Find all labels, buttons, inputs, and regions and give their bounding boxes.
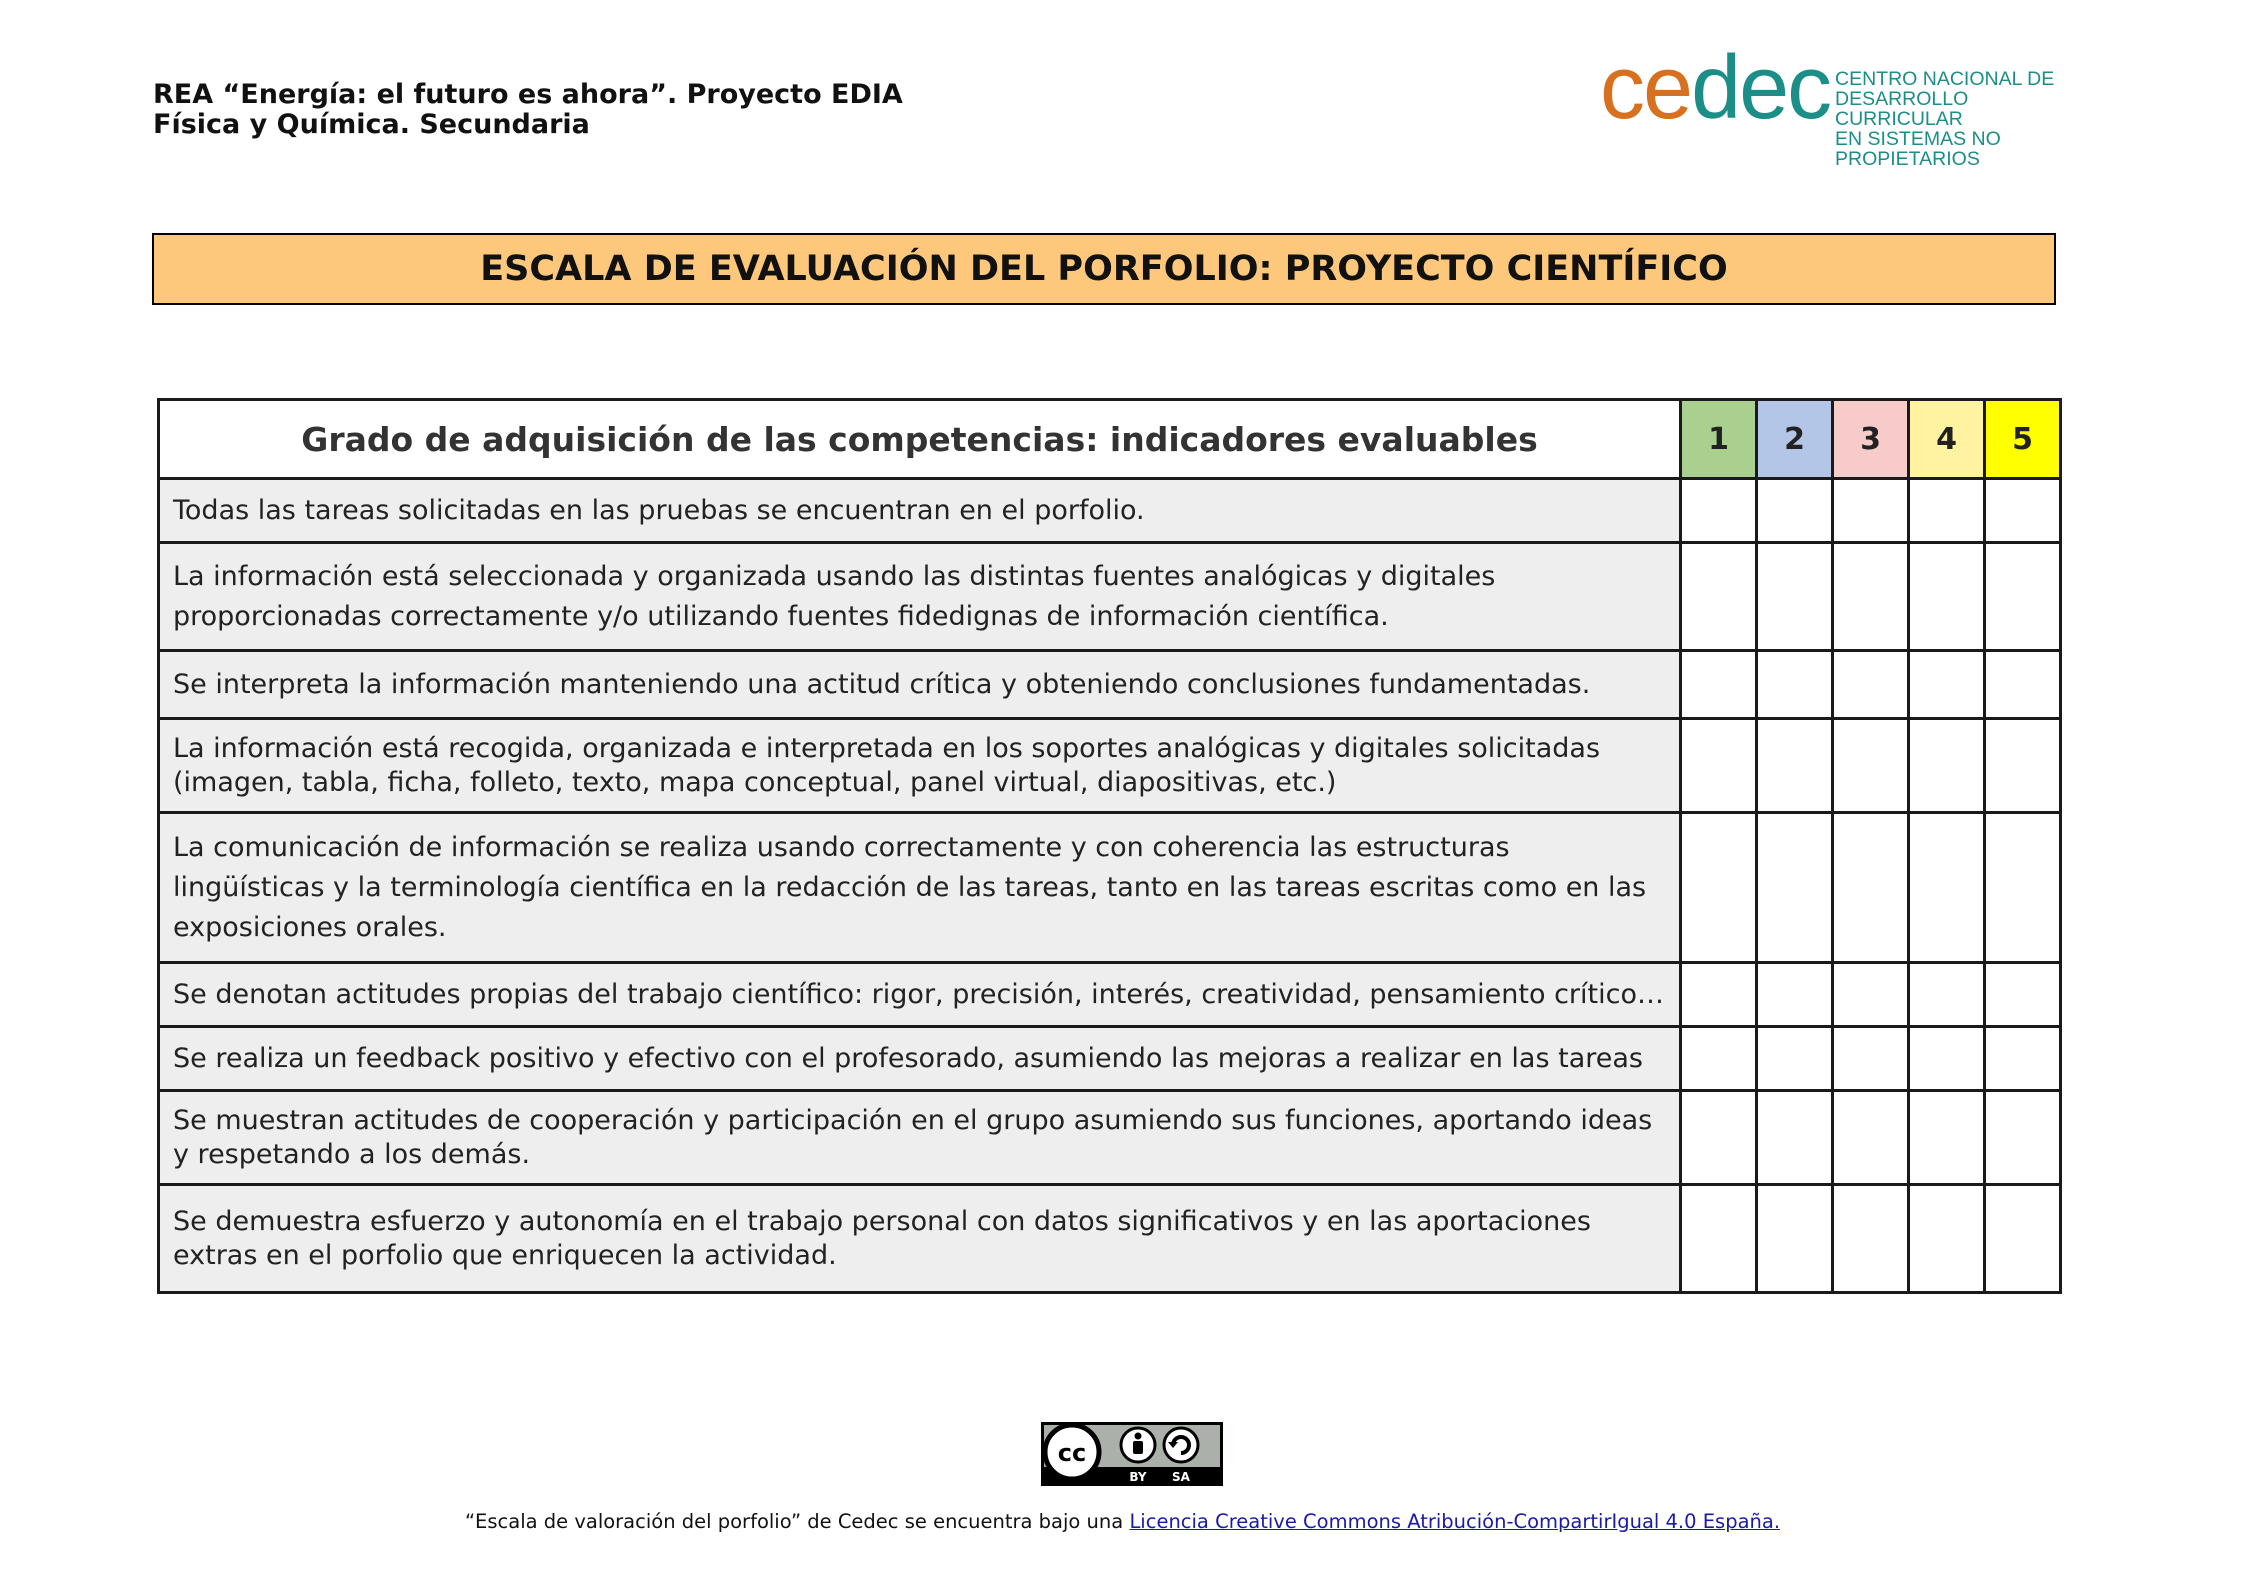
header-line-subject: Física y Química. Secundaria bbox=[153, 109, 590, 140]
score-cell-1[interactable] bbox=[1681, 651, 1757, 719]
score-header-2: 2 bbox=[1757, 400, 1833, 479]
score-cell-2[interactable] bbox=[1757, 543, 1833, 651]
score-cell-1[interactable] bbox=[1681, 543, 1757, 651]
score-cell-1[interactable] bbox=[1681, 813, 1757, 963]
score-cell-1[interactable] bbox=[1681, 1185, 1757, 1293]
table-row bbox=[159, 719, 2061, 813]
score-cell-4[interactable] bbox=[1909, 479, 1985, 543]
score-cell-5[interactable] bbox=[1985, 813, 2061, 963]
score-cell-5[interactable] bbox=[1985, 963, 2061, 1027]
score-cell-2[interactable] bbox=[1757, 813, 1833, 963]
score-cell-5[interactable] bbox=[1985, 543, 2061, 651]
score-cell-5[interactable] bbox=[1985, 479, 2061, 543]
score-cell-1[interactable] bbox=[1681, 963, 1757, 1027]
score-header-1: 1 bbox=[1681, 400, 1757, 479]
license-text: “Escala de valoración del porfolio” de Cedec se encuentra bajo una bbox=[464, 1510, 1130, 1533]
table-row bbox=[159, 813, 2061, 963]
by-label: BY bbox=[1129, 1470, 1147, 1484]
indicator-text: La comunicación de información se realiza usando correctamente y con coherencia las estructuras lingüísticas y la terminología científica en la redacción de las tareas, tanto en las tareas escritas como en las exposiciones orales. bbox=[159, 813, 1681, 963]
table-header-row bbox=[159, 400, 2061, 479]
table-row bbox=[159, 651, 2061, 719]
cc-icon-label: cc bbox=[1057, 1439, 1087, 1467]
score-cell-4[interactable] bbox=[1909, 1185, 1985, 1293]
score-cell-3[interactable] bbox=[1833, 479, 1909, 543]
indicator-text: Todas las tareas solicitadas en las pruebas se encuentran en el porfolio. bbox=[159, 479, 1681, 543]
indicator-text: Se demuestra esfuerzo y autonomía en el trabajo personal con datos significativos y en las aportaciones extras en el porfolio que enriquecen la actividad. bbox=[159, 1185, 1681, 1293]
page-title: ESCALA DE EVALUACIÓN DEL PORFOLIO: PROYECTO CIENTÍFICO bbox=[152, 233, 2056, 305]
table-row bbox=[159, 543, 2061, 651]
score-cell-3[interactable] bbox=[1833, 1091, 1909, 1185]
table-row bbox=[159, 479, 2061, 543]
score-cell-4[interactable] bbox=[1909, 651, 1985, 719]
evaluation-table bbox=[157, 398, 2062, 1294]
score-cell-4[interactable] bbox=[1909, 719, 1985, 813]
cc-by-sa-badge[interactable] bbox=[1040, 1421, 1224, 1487]
score-cell-3[interactable] bbox=[1833, 963, 1909, 1027]
document-header bbox=[153, 80, 903, 140]
score-cell-2[interactable] bbox=[1757, 479, 1833, 543]
table-row bbox=[159, 1027, 2061, 1091]
indicator-text: La información está seleccionada y organizada usando las distintas fuentes analógicas y digitales proporcionadas correctamente y/o utilizando fuentes fidedignas de información científica. bbox=[159, 543, 1681, 651]
score-cell-5[interactable] bbox=[1985, 651, 2061, 719]
score-cell-5[interactable] bbox=[1985, 1091, 2061, 1185]
indicator-text: Se interpreta la información manteniendo una actitud crítica y obteniendo conclusiones fundamentadas. bbox=[159, 651, 1681, 719]
license-notice bbox=[0, 1510, 2245, 1533]
sa-share-alike-icon bbox=[1164, 1428, 1198, 1462]
score-cell-3[interactable] bbox=[1833, 651, 1909, 719]
score-header-3: 3 bbox=[1833, 400, 1909, 479]
score-cell-5[interactable] bbox=[1985, 1027, 2061, 1091]
score-cell-4[interactable] bbox=[1909, 813, 1985, 963]
score-cell-3[interactable] bbox=[1833, 1185, 1909, 1293]
cedec-logo bbox=[1600, 38, 2090, 170]
indicator-column-header: Grado de adquisición de las competencias: indicadores evaluables bbox=[159, 400, 1681, 479]
table-row bbox=[159, 1185, 2061, 1293]
cedec-logo-wordmark: cedec bbox=[1600, 38, 1831, 138]
sa-label: SA bbox=[1172, 1470, 1190, 1484]
score-header-5: 5 bbox=[1985, 400, 2061, 479]
indicator-text: Se muestran actitudes de cooperación y participación en el grupo asumiendo sus funciones, aportando ideas y respetando a los demás. bbox=[159, 1091, 1681, 1185]
indicator-text: La información está recogida, organizada e interpretada en los soportes analógicas y digitales solicitadas (imagen, tabla, ficha, folleto, texto, mapa conceptual, panel virtual, diapositivas, etc.) bbox=[159, 719, 1681, 813]
indicator-text: Se denotan actitudes propias del trabajo científico: rigor, precisión, interés, creatividad, pensamiento crítico… bbox=[159, 963, 1681, 1027]
score-cell-3[interactable] bbox=[1833, 1027, 1909, 1091]
score-cell-3[interactable] bbox=[1833, 719, 1909, 813]
score-cell-3[interactable] bbox=[1833, 543, 1909, 651]
license-link[interactable]: Licencia Creative Commons Atribución-CompartirIgual 4.0 España. bbox=[1129, 1510, 1781, 1533]
table-row bbox=[159, 1091, 2061, 1185]
score-cell-5[interactable] bbox=[1985, 719, 2061, 813]
by-attribution-icon bbox=[1121, 1428, 1155, 1462]
score-cell-4[interactable] bbox=[1909, 1027, 1985, 1091]
score-cell-1[interactable] bbox=[1681, 479, 1757, 543]
score-cell-2[interactable] bbox=[1757, 651, 1833, 719]
score-cell-2[interactable] bbox=[1757, 963, 1833, 1027]
score-cell-3[interactable] bbox=[1833, 813, 1909, 963]
table-row bbox=[159, 963, 2061, 1027]
score-cell-4[interactable] bbox=[1909, 963, 1985, 1027]
score-header-4: 4 bbox=[1909, 400, 1985, 479]
score-cell-1[interactable] bbox=[1681, 1027, 1757, 1091]
score-cell-4[interactable] bbox=[1909, 1091, 1985, 1185]
score-cell-1[interactable] bbox=[1681, 1091, 1757, 1185]
score-cell-2[interactable] bbox=[1757, 1185, 1833, 1293]
cedec-logo-subtitle: CENTRO NACIONAL DE DESARROLLO CURRICULAR EN SISTEMAS NO PROPIETARIOS bbox=[1835, 68, 2055, 170]
score-cell-2[interactable] bbox=[1757, 719, 1833, 813]
score-cell-1[interactable] bbox=[1681, 719, 1757, 813]
indicator-text: Se realiza un feedback positivo y efectivo con el profesorado, asumiendo las mejoras a realizar en las tareas bbox=[159, 1027, 1681, 1091]
score-cell-5[interactable] bbox=[1985, 1185, 2061, 1293]
score-cell-2[interactable] bbox=[1757, 1027, 1833, 1091]
score-cell-2[interactable] bbox=[1757, 1091, 1833, 1185]
score-cell-4[interactable] bbox=[1909, 543, 1985, 651]
header-line-project: REA “Energía: el futuro es ahora”. Proyecto EDIA bbox=[153, 79, 903, 110]
